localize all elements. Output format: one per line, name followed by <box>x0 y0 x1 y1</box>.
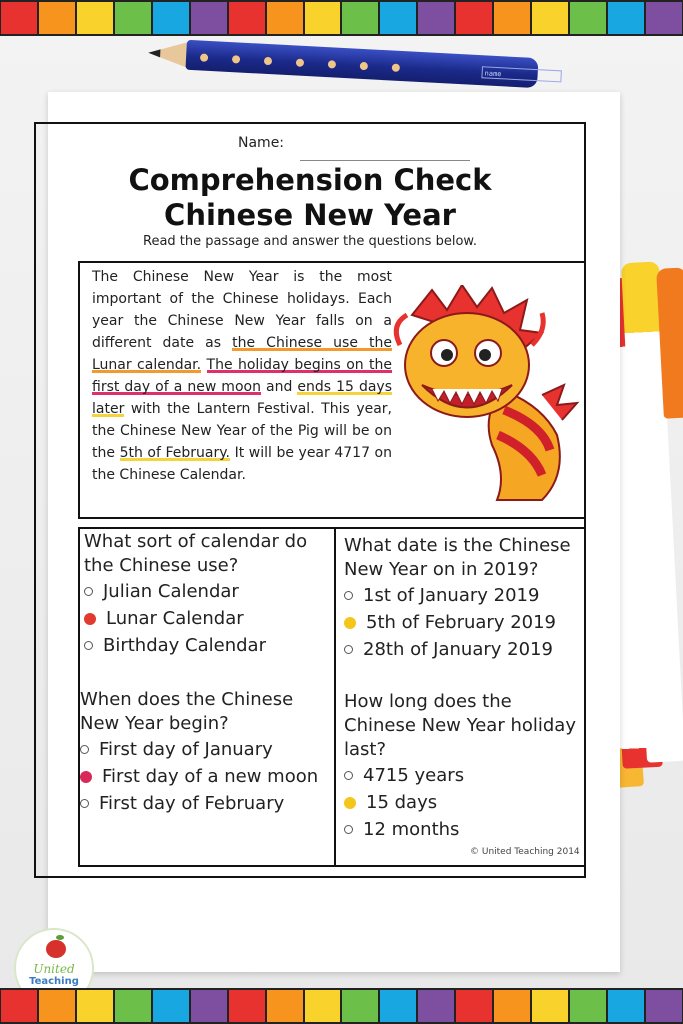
answer-bubble[interactable] <box>344 771 353 780</box>
question-text: When does the Chinese New Year begin? <box>80 689 294 734</box>
question-2 <box>344 534 582 663</box>
pencil-name-label: name <box>481 66 562 82</box>
answer-bubble[interactable] <box>344 825 353 834</box>
rainbow-square <box>153 2 189 34</box>
apple-icon <box>46 940 66 958</box>
rainbow-square <box>115 990 151 1022</box>
rainbow-square <box>570 990 606 1022</box>
rainbow-square <box>77 990 113 1022</box>
rainbow-square <box>229 2 265 34</box>
rainbow-square <box>456 2 492 34</box>
answer-option-selected[interactable] <box>84 605 330 632</box>
question-3 <box>80 688 330 817</box>
answer-option[interactable] <box>344 582 582 609</box>
passage-text: It will be year 4717 on the Chinese Calendar. <box>92 445 392 483</box>
answer-option-selected[interactable] <box>344 609 582 636</box>
option-label: First day of a new moon <box>102 765 319 787</box>
rainbow-square <box>418 2 454 34</box>
reading-passage <box>92 266 392 486</box>
answer-bubble[interactable] <box>344 591 353 600</box>
option-label: Lunar Calendar <box>106 607 244 629</box>
answer-bubble-filled[interactable] <box>80 771 92 783</box>
passage-text: The Chinese New Year is the most important of the Chinese holidays. Each year the Chinese New Year falls on a different date as <box>92 269 392 351</box>
rainbow-square <box>153 990 189 1022</box>
rainbow-square <box>1 990 37 1022</box>
rainbow-square <box>494 990 530 1022</box>
rainbow-square <box>570 2 606 34</box>
answer-bubble-filled[interactable] <box>344 797 356 809</box>
rainbow-square <box>342 990 378 1022</box>
rainbow-square <box>456 990 492 1022</box>
pencil-grip-dot <box>296 58 304 66</box>
rainbow-square <box>267 2 303 34</box>
pencil-grip-dot <box>392 64 400 72</box>
rainbow-square <box>229 990 265 1022</box>
rainbow-square <box>305 990 341 1022</box>
rainbow-square <box>77 2 113 34</box>
rainbow-square <box>494 2 530 34</box>
rainbow-square <box>608 2 644 34</box>
answer-option[interactable] <box>80 736 330 763</box>
rainbow-square <box>342 2 378 34</box>
answer-bubble[interactable] <box>84 587 93 596</box>
rainbow-square <box>267 990 303 1022</box>
rainbow-square <box>191 990 227 1022</box>
pencil-grip-dot <box>264 57 272 65</box>
option-label: Birthday Calendar <box>103 634 266 656</box>
answer-bubble-filled[interactable] <box>344 617 356 629</box>
option-label: 5th of February 2019 <box>366 611 557 633</box>
rainbow-square <box>608 990 644 1022</box>
question-text: How long does the Chinese New Year holiday last? <box>344 691 576 760</box>
question-1 <box>84 530 330 659</box>
answer-option[interactable] <box>344 762 584 789</box>
answer-option[interactable] <box>80 790 330 817</box>
pencil-grip-dot <box>360 62 368 70</box>
rainbow-border-bottom <box>0 988 683 1024</box>
answer-bubble[interactable] <box>80 799 89 808</box>
option-label: Julian Calendar <box>103 580 239 602</box>
questions-divider <box>334 527 336 867</box>
answer-option-selected[interactable] <box>344 789 584 816</box>
worksheet-title: Comprehension Check <box>128 163 492 197</box>
question-text: What date is the Chinese New Year on in 2019? <box>344 535 571 580</box>
rainbow-square <box>418 990 454 1022</box>
pencil-grip-dot <box>232 55 240 63</box>
rainbow-square <box>191 2 227 34</box>
passage-highlight-yellow: ends 15 days later <box>92 379 392 417</box>
answer-option-selected[interactable] <box>80 763 330 790</box>
pencil-lead <box>148 49 160 58</box>
option-label: 4715 years <box>363 764 465 786</box>
passage-highlight-orange: the Chinese use the Lunar calendar. <box>92 335 392 373</box>
question-4 <box>344 690 584 843</box>
name-label: Name: <box>238 135 285 151</box>
rainbow-square <box>115 2 151 34</box>
answer-bubble[interactable] <box>80 745 89 754</box>
answer-option[interactable] <box>344 816 584 843</box>
answer-bubble[interactable] <box>84 641 93 650</box>
passage-text: and <box>260 379 298 395</box>
rainbow-square <box>532 2 568 34</box>
rainbow-border-top <box>0 0 683 36</box>
passage-highlight-pink: The holiday begins on the first day of a new moon <box>92 357 393 395</box>
rainbow-square <box>39 990 75 1022</box>
rainbow-square <box>1 2 37 34</box>
answer-option[interactable] <box>84 632 330 659</box>
worksheet-subtitle: Chinese New Year <box>164 198 456 232</box>
option-label: 12 months <box>363 818 460 840</box>
option-label: First day of January <box>99 738 273 760</box>
rainbow-square <box>380 2 416 34</box>
instructions: Read the passage and answer the questions below. <box>143 234 477 249</box>
option-label: 1st of January 2019 <box>363 584 540 606</box>
passage-space <box>201 357 206 373</box>
name-line <box>300 160 470 161</box>
pencil-grip-dot <box>200 53 208 61</box>
rainbow-square <box>39 2 75 34</box>
pencil-grip-dot <box>328 60 336 68</box>
answer-bubble[interactable] <box>344 645 353 654</box>
option-label: 15 days <box>366 791 438 813</box>
rainbow-square <box>646 2 682 34</box>
answer-bubble-filled[interactable] <box>84 613 96 625</box>
passage-highlight-yellow-2: 5th of February. <box>119 445 230 461</box>
option-label: 28th of January 2019 <box>363 638 553 660</box>
option-label: First day of February <box>99 792 285 814</box>
logo-line-2: Teaching <box>29 976 79 987</box>
rainbow-square <box>305 2 341 34</box>
dragon-illustration <box>392 285 582 510</box>
answer-option[interactable] <box>84 578 330 605</box>
answer-option[interactable] <box>344 636 582 663</box>
rainbow-square <box>380 990 416 1022</box>
question-text: What sort of calendar do the Chinese use? <box>84 531 308 576</box>
logo-line-1: United <box>33 962 75 976</box>
leaf-icon <box>56 935 64 940</box>
rainbow-square <box>532 990 568 1022</box>
passage-text: with the Lantern Festival. This year, the Chinese New Year of the Pig will be on the <box>92 401 392 461</box>
copyright-text: © United Teaching 2014 <box>470 847 580 857</box>
rainbow-square <box>646 990 682 1022</box>
